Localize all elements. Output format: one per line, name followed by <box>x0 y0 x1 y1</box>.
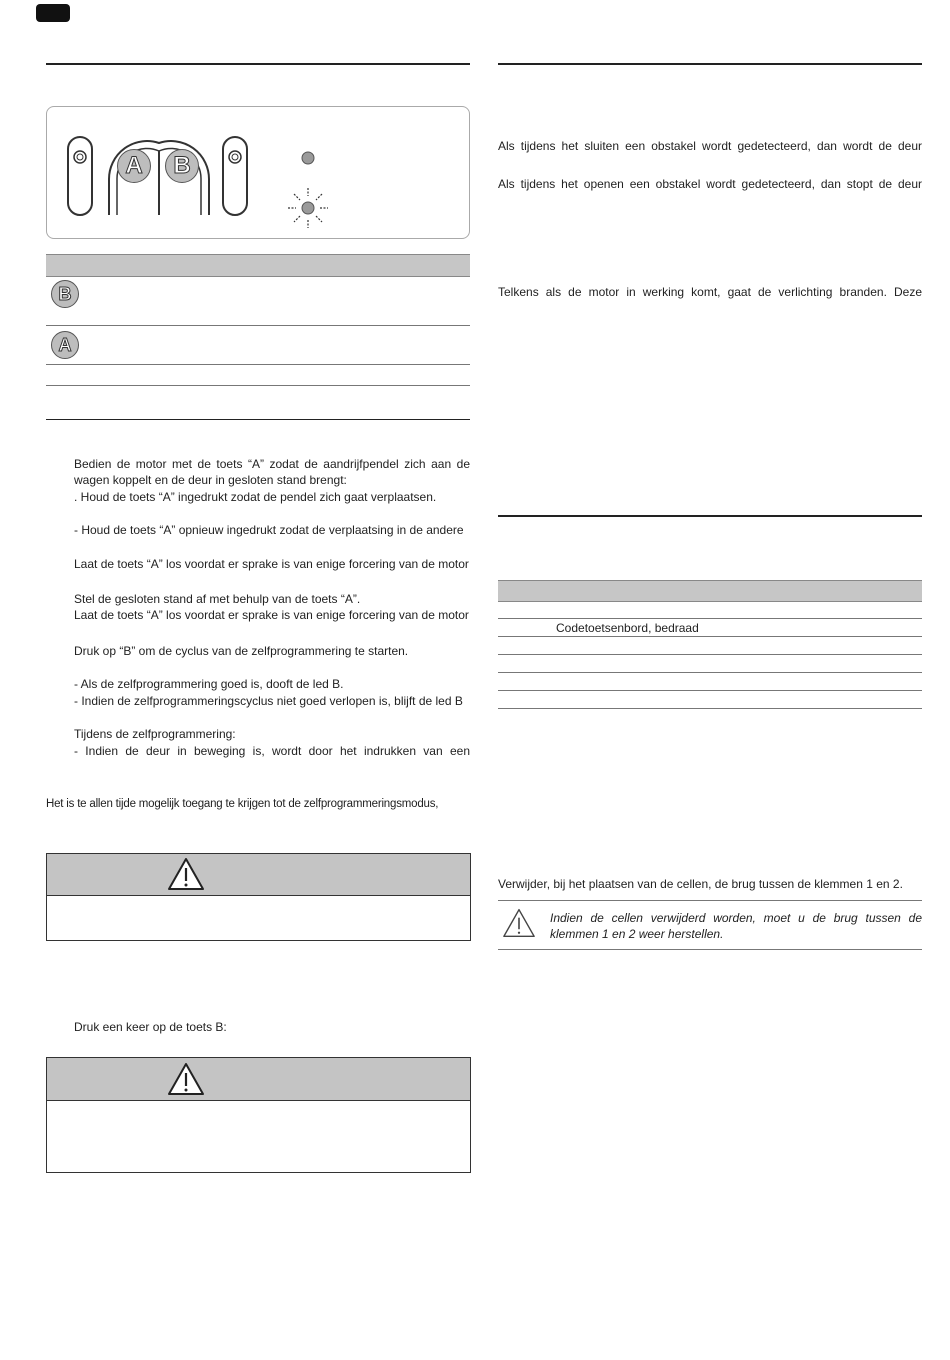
table-row-divider <box>498 708 922 709</box>
instruction-text: Druk een keer op de toets B: <box>74 1020 227 1034</box>
instruction-text: - Indien de zelfprogrammeringscyclus niet goed verlopen is, blijft de led B <box>74 694 463 708</box>
instruction-text: - Houd de toets “A” opnieuw ingedrukt zodat de verplaatsing in de andere <box>74 523 464 537</box>
button-a-icon: A <box>117 149 151 183</box>
warning-header <box>47 1058 470 1101</box>
body-text: Verwijder, bij het plaatsen van de cellen, de brug tussen de klemmen 1 en 2. <box>498 877 903 891</box>
note-text: klemmen 1 en 2 weer herstellen. <box>550 927 724 941</box>
warning-triangle-icon <box>166 856 206 892</box>
legend-row-divider <box>46 364 470 365</box>
left-section-rule-2 <box>46 419 470 420</box>
instruction-text: Laat de toets “A” los voordat er sprake is van enige forcering van de motor <box>74 608 469 622</box>
accessories-table-header <box>498 580 922 602</box>
table-row-divider <box>498 690 922 691</box>
instruction-text: - Als de zelfprogrammering goed is, dooft de led B. <box>74 677 344 691</box>
legend-row-divider <box>46 325 470 326</box>
table-row-divider <box>498 654 922 655</box>
note-top-rule <box>498 900 922 901</box>
button-b-icon: B <box>51 280 79 308</box>
warning-box <box>46 853 471 941</box>
instruction-text: Stel de gesloten stand af met behulp van de toets “A”. <box>74 592 361 606</box>
instruction-text: - Indien de deur in beweging is, wordt door het indrukken van een <box>74 744 470 758</box>
instruction-text: Het is te allen tijde mogelijk toegang te krijgen tot de zelfprogrammeringsmodus, <box>46 798 439 810</box>
note-text: Indien de cellen verwijderd worden, moet u de brug tussen de <box>550 911 922 925</box>
instruction-text: Tijdens de zelfprogrammering: <box>74 727 236 741</box>
legend-row-divider <box>46 385 470 386</box>
body-text: Als tijdens het openen een obstakel wordt gedetecteerd, dan stopt de deur <box>498 177 922 191</box>
legend-table-header <box>46 254 470 277</box>
page-badge <box>36 4 70 22</box>
instruction-text: . Houd de toets “A” ingedrukt zodat de pendel zich gaat verplaatsen. <box>74 490 437 504</box>
table-row-divider <box>498 672 922 673</box>
control-panel-drawing <box>47 107 471 240</box>
table-row-divider <box>498 618 922 619</box>
button-b-icon: B <box>165 149 199 183</box>
right-section-rule <box>498 63 922 65</box>
left-section-rule <box>46 63 470 65</box>
instruction-text: wagen koppelt en de deur in gesloten stand brengt: <box>74 473 347 487</box>
instruction-text: Druk op “B” om de cyclus van de zelfprogrammering te starten. <box>74 644 409 658</box>
body-text: Als tijdens het sluiten een obstakel wordt gedetecteerd, dan wordt de deur <box>498 139 922 153</box>
note-bottom-rule <box>498 949 922 950</box>
warning-triangle-icon <box>501 907 537 939</box>
button-a-icon: A <box>51 331 79 359</box>
warning-triangle-icon <box>166 1061 206 1097</box>
control-panel-illustration <box>46 106 470 239</box>
instruction-text: Bedien de motor met de toets “A” zodat de aandrijfpendel zich aan de <box>74 457 470 471</box>
warning-header <box>47 854 470 896</box>
body-text: Telkens als de motor in werking komt, gaat de verlichting branden. Deze <box>498 285 922 299</box>
warning-box <box>46 1057 471 1173</box>
instruction-text: Laat de toets “A” los voordat er sprake is van enige forcering van de motor <box>74 557 469 571</box>
right-section-rule-2 <box>498 515 922 517</box>
table-cell: Codetoetsenbord, bedraad <box>556 621 699 635</box>
table-row-divider <box>498 636 922 637</box>
